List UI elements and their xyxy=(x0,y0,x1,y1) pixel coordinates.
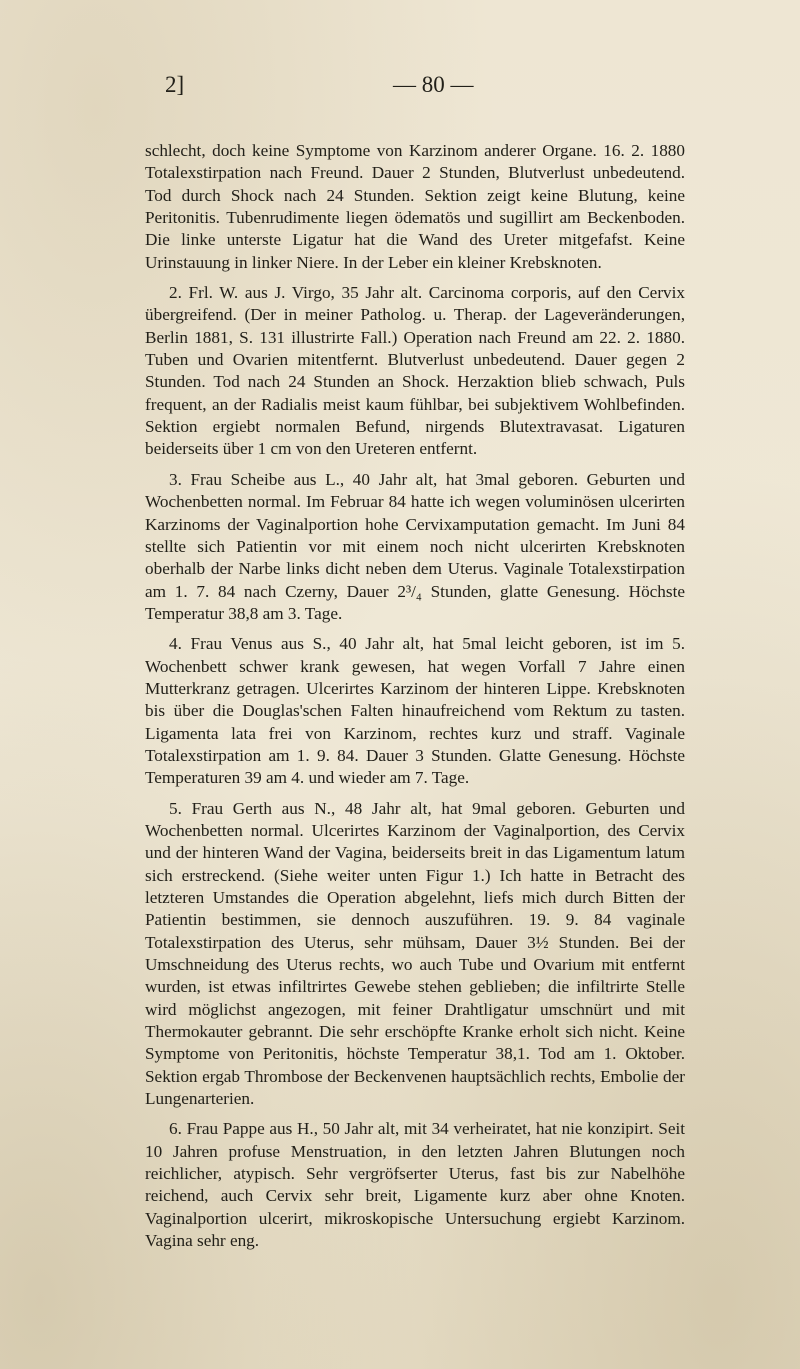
paragraph-case-5: 5. Frau Gerth aus N., 48 Jahr alt, hat 9mal geboren. Geburten und Wochenbetten normal. Ulcerirtes Karzinom der Vaginalportion, des Cervix und der hinteren Wand der Vagina, beiderseits breit in das Ligamentum latum sich erstreckend. (Siehe weiter unten Figur 1.) Ich hatte in Betracht des letzteren Umstandes die Operation abgelehnt, liefs mich durch Bitten der Patientin bestimmen, sie dennoch auszuführen. 19. 9. 84 vaginale Totalexstirpation des Uterus, sehr mühsam, Dauer 3½ Stunden. Bei der Umschneidung des Uterus rechts, wo auch Tube und Ovarium mit entfernt wurden, ist etwas infiltrirtes Gewebe stehen geblieben; die infiltrirte Stelle wird möglichst angezogen, mit feiner Drahtligatur umschnürt und mit Thermokauter gebrannt. Die sehr erschöpfte Kranke erholt sich nicht. Keine Symptome von Peritonitis, höchste Temperatur 38,1. Tod am 1. Oktober. Sektion ergab Thrombose der Beckenvenen hauptsächlich rechts, Embolie der Lungenarterien. xyxy=(145,798,685,1109)
paragraph-case-6: 6. Frau Pappe aus H., 50 Jahr alt, mit 34 verheiratet, hat nie konzipirt. Seit 10 Jahren profuse Menstruation, in den letzten Jahren Blutungen noch reichlicher, atypisch. Sehr vergröfserter Uterus, fast bis zur Nabelhöhe reichend, auch Cervix sehr breit, Ligamente kurz aber ohne Knoten. Vaginalportion ulcerirt, mikroskopische Untersuchung ergiebt Karzinom. Vagina sehr eng. xyxy=(145,1119,685,1251)
section-number: 2] xyxy=(165,72,185,97)
paragraph-case-4: 4. Frau Venus aus S., 40 Jahr alt, hat 5mal leicht geboren, ist im 5. Wochenbett schwer krank gewesen, hat wegen Vorfall 7 Jahre einen Mutterkranz getragen. Ulcerirtes Karzinom der hinteren Lippe. Krebsknoten bis über die Douglas'schen Falten hinaufreichend vom Rektum zu tasten. Ligamenta lata frei von Karzinom, rechtes kurz und straff. Vaginale Totalexstirpation am 1. 9. 84. Dauer 3 Stunden. Glatte Genesung. Höchste Temperaturen 39 am 4. und wieder am 7. Tage. xyxy=(145,634,685,788)
page-number: — 80 — xyxy=(393,72,474,97)
body-text xyxy=(145,140,685,1253)
page-header xyxy=(165,72,665,104)
paragraph-case-3: 3. Frau Scheibe aus L., 40 Jahr alt, hat 3mal geboren. Geburten und Wochenbetten normal. Im Februar 84 hatte ich wegen voluminösen ulcerirten Karzinoms der Vaginalportion hohe Cervixamputation gemacht. Im Juni 84 stellte sich Patientin vor mit einem noch nicht ulcerirten Krebsknoten oberhalb der Narbe links dicht neben dem Uterus. Vaginale Totalexstirpation am 1. 7. 84 nach Czerny, Dauer 2³/₄ Stunden, glatte Genesung. Höchste Temperatur 38,8 am 3. Tage. xyxy=(145,469,685,623)
paragraph-case-2: 2. Frl. W. aus J. Virgo, 35 Jahr alt. Carcinoma corporis, auf den Cervix übergreifend. (Der in meiner Patholog. u. Therap. der Lageveränderungen, Berlin 1881, S. 131 illustrirte Fall.) Operation nach Freund am 22. 2. 1880. Tuben und Ovarien mitentfernt. Blutverlust unbedeutend. Dauer gegen 2 Stunden. Tod nach 24 Stunden an Shock. Herzaktion blieb schwach, Puls frequent, an der Radialis meist kaum fühlbar, bei subjektivem Wohlbefinden. Sektion ergiebt normalen Befund, nirgends Blutextravasat. Ligaturen beiderseits über 1 cm von den Ureteren entfernt. xyxy=(145,283,685,459)
paragraph-case-1-continuation: schlecht, doch keine Symptome von Karzinom anderer Organe. 16. 2. 1880 Totalexstirpation nach Freund. Dauer 2 Stunden, Blutverlust unbedeutend. Tod durch Shock nach 24 Stunden. Sektion zeigt keine Blutung, keine Peritonitis. Tubenrudimente liegen ödematös und sugillirt am Beckenboden. Die linke unterste Ligatur hat die Wand des Ureter mitgefafst. Keine Urinstauung in linker Niere. In der Leber ein kleiner Krebsknoten. xyxy=(145,141,685,272)
